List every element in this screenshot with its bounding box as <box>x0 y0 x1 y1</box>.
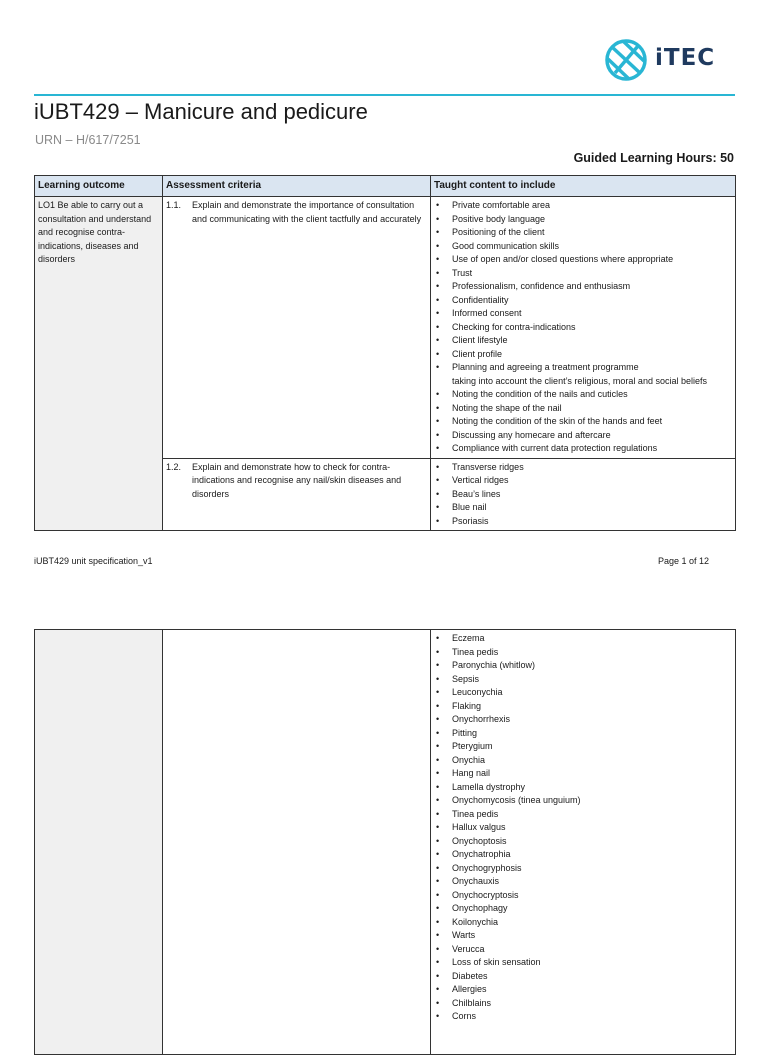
list-item: • Checking for contra-indications <box>434 321 732 335</box>
list-item: • Positive body language <box>434 213 732 227</box>
list-item: • Beau’s lines <box>434 488 732 502</box>
list-item: • Onychatrophia <box>434 848 732 862</box>
table-row <box>35 197 736 459</box>
footer-page-number: Page 1 of 12 <box>657 556 709 566</box>
list-item: • Flaking <box>434 700 732 714</box>
list-item: • Paronychia (whitlow) <box>434 659 732 673</box>
list-item: • Koilonychia <box>434 916 732 930</box>
list-item: • Tinea pedis <box>434 808 732 822</box>
list-item: • Onychophagy <box>434 902 732 916</box>
header-assessment-criteria: Assessment criteria <box>163 176 431 197</box>
list-item: • Psoriasis <box>434 515 732 529</box>
list-item: • Onychauxis <box>434 875 732 889</box>
learning-outcome-cell <box>35 630 163 1055</box>
list-item: • Sepsis <box>434 673 732 687</box>
list-item: • Professionalism, confidence and enthusiasm <box>434 280 732 294</box>
criterion-text: Explain and demonstrate how to check for contra-indications and recognise any nail/skin diseases and disorders <box>192 461 402 499</box>
list-item: • Onychomycosis (tinea unguium) <box>434 794 732 808</box>
list-item: • Lamella dystrophy <box>434 781 732 795</box>
table-row <box>35 630 736 1055</box>
list-item: • Warts <box>434 929 732 943</box>
criterion-cell <box>163 197 431 459</box>
list-item: • Onychogryphosis <box>434 862 732 876</box>
content-cell <box>431 197 736 459</box>
content-cell <box>431 458 736 531</box>
content-cell <box>431 630 736 1055</box>
list-item: • Leuconychia <box>434 686 732 700</box>
list-item: • Planning and agreeing a treatment programme <box>434 361 732 375</box>
list-item: • Tinea pedis <box>434 646 732 660</box>
header-taught-content: Taught content to include <box>431 176 736 197</box>
list-item: • Transverse ridges <box>434 461 732 475</box>
list-item: • Confidentiality <box>434 294 732 308</box>
list-item: • Hallux valgus <box>434 821 732 835</box>
list-item: • Loss of skin sensation <box>434 956 732 970</box>
content-list <box>434 461 732 529</box>
criterion-number: 1.1. <box>166 200 182 210</box>
list-item: • Hang nail <box>434 767 732 781</box>
content-list <box>434 632 732 1024</box>
list-item: • Vertical ridges <box>434 474 732 488</box>
criterion-text: Explain and demonstrate the importance of consultation and communicating with the client tactfully and accurately <box>192 200 422 224</box>
list-item: • Onychia <box>434 754 732 768</box>
list-item: • Client lifestyle <box>434 334 732 348</box>
footer-spec-label: iUBT429 unit specification_v1 <box>34 556 153 566</box>
list-item: • Compliance with current data protection regulations <box>434 442 732 456</box>
logo-text: iTEC <box>655 45 716 71</box>
header-rule <box>34 94 735 96</box>
list-item: • Allergies <box>434 983 732 997</box>
list-item: • Discussing any homecare and aftercare <box>434 429 732 443</box>
list-item: • Informed consent <box>434 307 732 321</box>
page-title: iUBT429 – Manicure and pedicure <box>34 99 368 124</box>
content-list <box>434 199 732 456</box>
list-item: • Blue nail <box>434 501 732 515</box>
list-item: • Client profile <box>434 348 732 362</box>
list-item: • Private comfortable area <box>434 199 732 213</box>
list-item: • Noting the shape of the nail <box>434 402 732 416</box>
criterion-number: 1.2. <box>166 461 182 472</box>
list-item: • Noting the condition of the skin of the hands and feet <box>434 415 732 429</box>
learning-outcome-cell <box>35 197 163 531</box>
itec-logo <box>603 35 735 85</box>
list-item: • Corns <box>434 1010 732 1024</box>
urn-label: URN – H/617/7251 <box>35 133 141 147</box>
globe-logo-icon <box>603 35 649 85</box>
list-item: • Use of open and/or closed questions where appropriate <box>434 253 732 267</box>
list-item: • Diabetes <box>434 970 732 984</box>
list-item: • Onychoptosis <box>434 835 732 849</box>
list-item: • Onychorrhexis <box>434 713 732 727</box>
header-learning-outcome: Learning outcome <box>35 176 163 197</box>
list-item: • Pterygium <box>434 740 732 754</box>
list-item: • Trust <box>434 267 732 281</box>
table-header-row <box>35 176 736 197</box>
list-item: • Good communication skills <box>434 240 732 254</box>
list-item: • Chilblains <box>434 997 732 1011</box>
unit-spec-table <box>34 175 736 531</box>
criterion-cell <box>163 630 431 1055</box>
list-item-continuation: taking into account the client’s religious, moral and social beliefs <box>452 375 707 386</box>
learning-outcome-text: LO1 Be able to carry out a consultation and understand and recognise contra-indications, diseases and disorders <box>38 200 152 264</box>
list-item: • Noting the condition of the nails and cuticles <box>434 388 732 402</box>
list-item: • Pitting <box>434 727 732 741</box>
guided-learning-hours: Guided Learning Hours: 50 <box>573 151 734 165</box>
criterion-cell <box>163 458 431 531</box>
list-item: • Verucca <box>434 943 732 957</box>
continuation-table <box>34 629 736 1055</box>
list-item: • Eczema <box>434 632 732 646</box>
list-item: • Onychocryptosis <box>434 889 732 903</box>
list-item: • Positioning of the client <box>434 226 732 240</box>
